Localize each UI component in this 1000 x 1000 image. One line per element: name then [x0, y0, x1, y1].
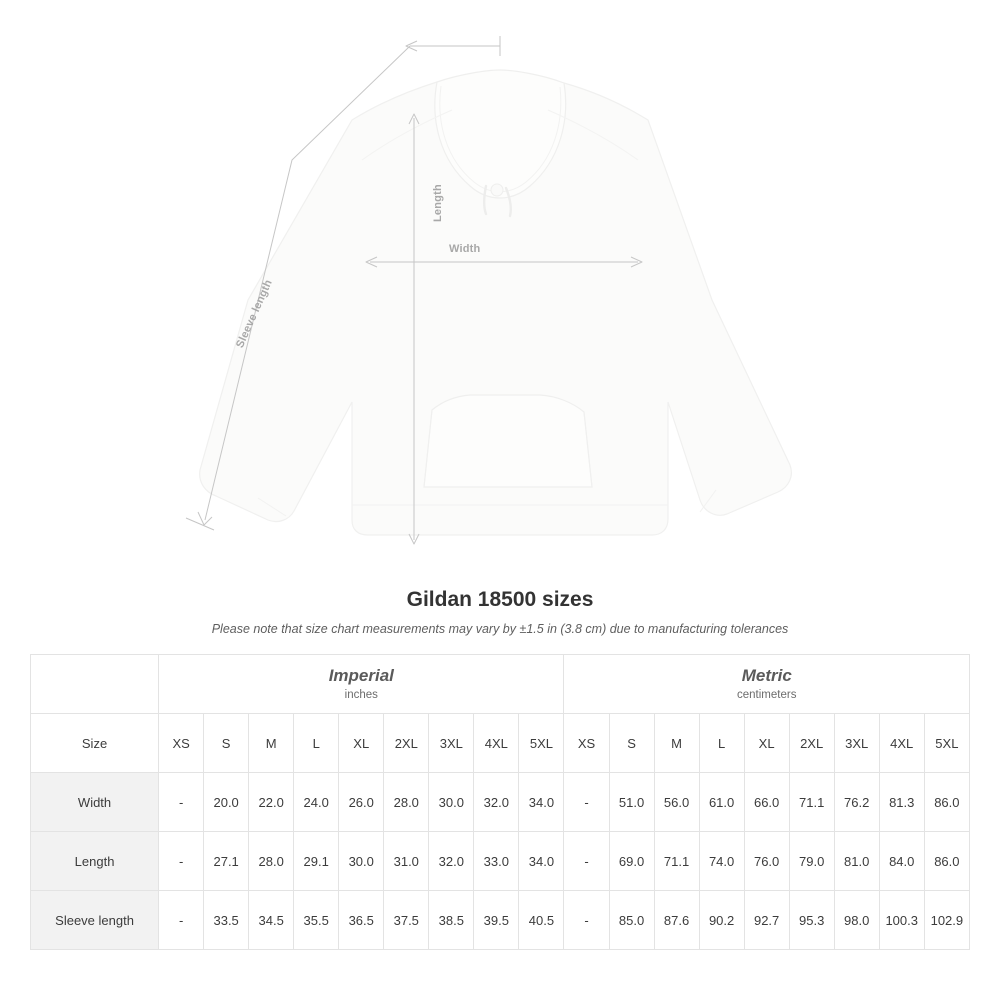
cell-length-12: 74.0	[699, 832, 744, 891]
cell-length-13: 76.0	[744, 832, 789, 891]
page-title: Gildan 18500 sizes	[406, 588, 594, 611]
cell-length-7: 33.0	[474, 832, 519, 891]
cell-width-5: 28.0	[384, 773, 429, 832]
cell-sleeve-15: 98.0	[834, 891, 879, 950]
cell-length-6: 32.0	[429, 832, 474, 891]
unit-group-imperial-name: Imperial	[328, 666, 394, 686]
cell-length-4: 30.0	[339, 832, 384, 891]
cell-sleeve-3: 35.5	[294, 891, 339, 950]
row-label-sleeve-length: Sleeve length	[31, 891, 159, 950]
unit-group-metric	[564, 655, 970, 714]
size-col-16: 4XL	[879, 714, 924, 773]
unit-header-row	[31, 655, 970, 714]
cell-sleeve-17: 102.9	[924, 891, 969, 950]
cell-sleeve-11: 87.6	[654, 891, 699, 950]
size-col-4: XL	[339, 714, 384, 773]
size-col-14: 2XL	[789, 714, 834, 773]
cell-width-10: 51.0	[609, 773, 654, 832]
cell-width-7: 32.0	[474, 773, 519, 832]
cell-width-4: 26.0	[339, 773, 384, 832]
table-row-width	[31, 773, 970, 832]
size-col-2: M	[249, 714, 294, 773]
cell-length-1: 27.1	[204, 832, 249, 891]
size-col-17: 5XL	[924, 714, 969, 773]
size-col-12: L	[699, 714, 744, 773]
size-col-13: XL	[744, 714, 789, 773]
size-col-15: 3XL	[834, 714, 879, 773]
size-table-wrap	[30, 654, 970, 950]
cell-sleeve-0: -	[159, 891, 204, 950]
cell-sleeve-13: 92.7	[744, 891, 789, 950]
cell-sleeve-1: 33.5	[204, 891, 249, 950]
cell-width-2: 22.0	[249, 773, 294, 832]
cell-width-15: 76.2	[834, 773, 879, 832]
dimension-label-sleeve: Sleeve length	[234, 277, 275, 350]
table-row-length	[31, 832, 970, 891]
cell-length-15: 81.0	[834, 832, 879, 891]
cell-width-0: -	[159, 773, 204, 832]
size-col-7: 4XL	[474, 714, 519, 773]
cell-length-14: 79.0	[789, 832, 834, 891]
cell-sleeve-4: 36.5	[339, 891, 384, 950]
cell-width-9: -	[564, 773, 609, 832]
cell-sleeve-9: -	[564, 891, 609, 950]
cell-width-17: 86.0	[924, 773, 969, 832]
unit-group-metric-name: Metric	[741, 666, 792, 686]
cell-sleeve-6: 38.5	[429, 891, 474, 950]
unit-group-metric-sub: centimeters	[737, 688, 797, 701]
title-block	[0, 588, 1000, 636]
cell-width-13: 66.0	[744, 773, 789, 832]
size-col-5: 2XL	[384, 714, 429, 773]
size-col-1: S	[204, 714, 249, 773]
cell-length-2: 28.0	[249, 832, 294, 891]
cell-width-11: 56.0	[654, 773, 699, 832]
tolerance-note: Please note that size chart measurements may vary by ±1.5 in (3.8 cm) due to manufacturing tolerances	[211, 622, 789, 636]
size-header-row	[31, 714, 970, 773]
cell-length-0: -	[159, 832, 204, 891]
cell-length-5: 31.0	[384, 832, 429, 891]
cell-length-9: -	[564, 832, 609, 891]
cell-width-1: 20.0	[204, 773, 249, 832]
cell-sleeve-7: 39.5	[474, 891, 519, 950]
cell-sleeve-8: 40.5	[519, 891, 564, 950]
hoodie-shape	[200, 70, 792, 535]
row-label-length: Length	[31, 832, 159, 891]
unit-header-spacer	[31, 655, 159, 714]
cell-length-10: 69.0	[609, 832, 654, 891]
cell-sleeve-10: 85.0	[609, 891, 654, 950]
unit-group-imperial-sub: inches	[344, 688, 378, 701]
dimension-label-width: Width	[449, 243, 481, 255]
size-col-10: S	[609, 714, 654, 773]
cell-sleeve-12: 90.2	[699, 891, 744, 950]
cell-width-16: 81.3	[879, 773, 924, 832]
cell-length-8: 34.0	[519, 832, 564, 891]
table-row-sleeve-length	[31, 891, 970, 950]
size-col-3: L	[294, 714, 339, 773]
size-col-9: XS	[564, 714, 609, 773]
row-header-size: Size	[31, 714, 159, 773]
cell-length-16: 84.0	[879, 832, 924, 891]
cell-width-12: 61.0	[699, 773, 744, 832]
cell-sleeve-2: 34.5	[249, 891, 294, 950]
row-label-width: Width	[31, 773, 159, 832]
cell-width-8: 34.0	[519, 773, 564, 832]
size-col-8: 5XL	[519, 714, 564, 773]
cell-width-6: 30.0	[429, 773, 474, 832]
size-col-6: 3XL	[429, 714, 474, 773]
cell-sleeve-5: 37.5	[384, 891, 429, 950]
cell-length-17: 86.0	[924, 832, 969, 891]
size-col-11: M	[654, 714, 699, 773]
cell-length-3: 29.1	[294, 832, 339, 891]
cell-width-3: 24.0	[294, 773, 339, 832]
cell-width-14: 71.1	[789, 773, 834, 832]
size-col-0: XS	[159, 714, 204, 773]
cell-sleeve-14: 95.3	[789, 891, 834, 950]
dimension-label-length: Length	[432, 184, 444, 222]
size-table	[30, 654, 970, 950]
cell-length-11: 71.1	[654, 832, 699, 891]
unit-group-imperial	[159, 655, 564, 714]
cell-sleeve-16: 100.3	[879, 891, 924, 950]
